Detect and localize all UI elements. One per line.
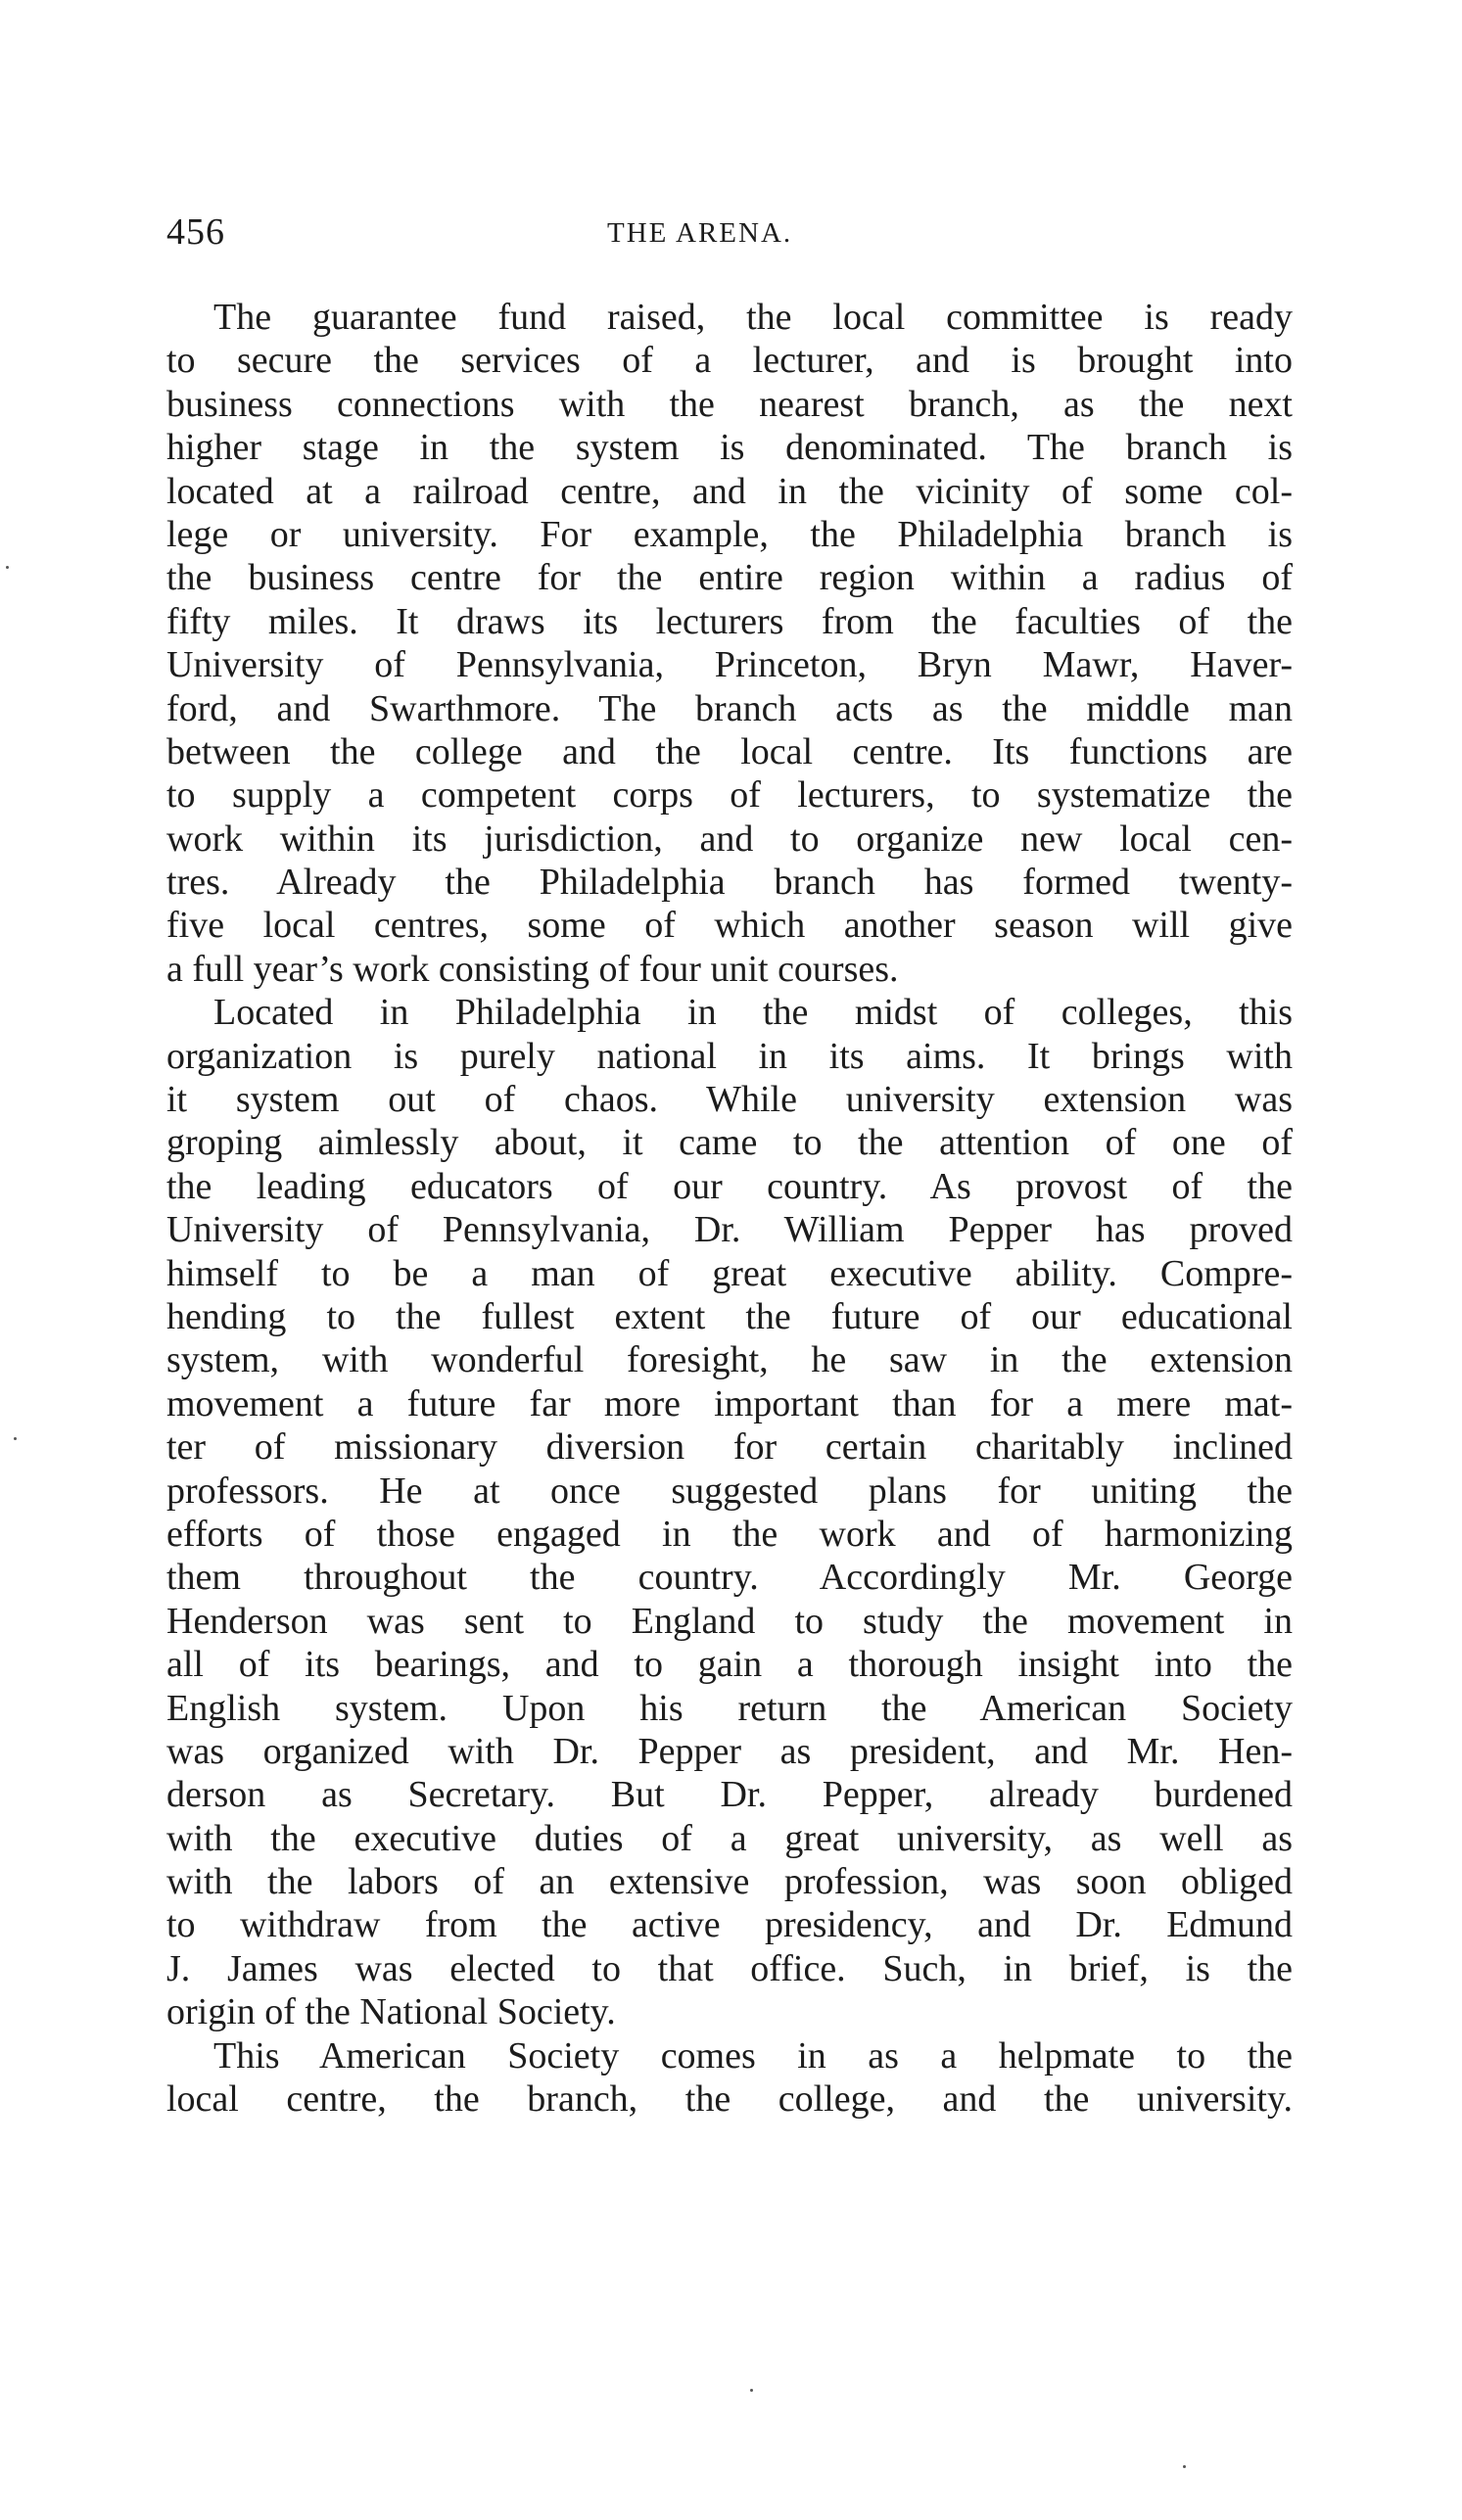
text-line: fifty miles. It draws its lecturers from the faculties of the: [166, 600, 1293, 642]
text-line: was organized with Dr. Pepper as president, and Mr. Hen-: [166, 1730, 1293, 1772]
text-line: University of Pennsylvania, Princeton, Bryn Mawr, Haver-: [166, 644, 1293, 686]
text-line: professors. He at once suggested plans for uniting the: [166, 1470, 1293, 1512]
text-line: English system. Upon his return the American Society: [166, 1687, 1293, 1729]
text-line: organization is purely national in its aims. It brings with: [166, 1035, 1293, 1077]
scan-speck: [6, 566, 9, 569]
text-line: movement a future far more important than for a mere mat-: [166, 1382, 1293, 1424]
text-line: it system out of chaos. While university extension was: [166, 1079, 1293, 1121]
text-line: ford, and Swarthmore. The branch acts as the middle man: [166, 687, 1293, 729]
running-head: [166, 208, 1293, 257]
text-line: system, with wonderful foresight, he saw in the extension: [166, 1339, 1293, 1381]
text-line: between the college and the local centre. Its functions are: [166, 730, 1293, 772]
text-line: local centre, the branch, the college, and the university.: [166, 2078, 1293, 2121]
paragraph-philadelphia-organization: [166, 991, 1293, 2033]
text-line: business connections with the nearest branch, as the next: [166, 383, 1293, 425]
text-line: J. James was elected to that office. Such, in brief, is the: [166, 1947, 1293, 1989]
text-line: himself to be a man of great executive ability. Compre-: [166, 1252, 1293, 1294]
text-line: them throughout the country. Accordingly Mr. George: [166, 1557, 1293, 1599]
body-text: [166, 296, 1293, 2121]
text-line: the leading educators of our country. As provost of the: [166, 1165, 1293, 1207]
text-line: origin of the National Society.: [166, 1991, 616, 2033]
text-line: Henderson was sent to England to study the movement in: [166, 1600, 1293, 1642]
running-title: THE ARENA.: [607, 217, 793, 249]
text-line: derson as Secretary. But Dr. Pepper, already burdened: [166, 1774, 1293, 1816]
text-line: a full year’s work consisting of four unit courses.: [166, 948, 899, 990]
text-line: University of Pennsylvania, Dr. William Pepper has proved: [166, 1209, 1293, 1251]
text-line: lege or university. For example, the Philadelphia branch is: [166, 513, 1293, 555]
text-line: tres. Already the Philadelphia branch has formed twenty-: [166, 862, 1293, 904]
text-line: located at a railroad centre, and in the vicinity of some col-: [166, 470, 1293, 512]
text-line: This American Society comes in as a helpmate to the: [213, 2034, 1293, 2077]
text-line: to withdraw from the active presidency, and Dr. Edmund: [166, 1904, 1293, 1946]
text-line: five local centres, some of which another season will give: [166, 905, 1293, 947]
text-line: Located in Philadelphia in the midst of colleges, this: [213, 992, 1293, 1034]
text-line: with the labors of an extensive profession, was soon obliged: [166, 1861, 1293, 1903]
text-line: groping aimlessly about, it came to the attention of one of: [166, 1122, 1293, 1164]
text-line: The guarantee fund raised, the local committee is ready: [213, 297, 1293, 338]
text-line: with the executive duties of a great university, as well as: [166, 1817, 1293, 1859]
text-line: work within its jurisdiction, and to organize new local cen-: [166, 817, 1293, 860]
paragraph-american-society: [166, 2034, 1293, 2122]
text-line: the business centre for the entire region within a radius of: [166, 557, 1293, 599]
text-line: to supply a competent corps of lecturers, to systematize the: [166, 774, 1293, 817]
page-number: 456: [166, 211, 225, 253]
scan-speck: [14, 1437, 17, 1440]
scan-speck: [1183, 2465, 1186, 2468]
text-line: all of its bearings, and to gain a thorough insight into the: [166, 1644, 1293, 1686]
text-line: efforts of those engaged in the work and of harmonizing: [166, 1513, 1293, 1555]
text-line: ter of missionary diversion for certain charitably inclined: [166, 1426, 1293, 1469]
paragraph-guarantee-fund: [166, 296, 1293, 991]
text-line: to secure the services of a lecturer, and is brought into: [166, 340, 1293, 382]
scan-speck: [750, 2389, 753, 2392]
text-line: higher stage in the system is denominated. The branch is: [166, 427, 1293, 469]
text-line: hending to the fullest extent the future of our educational: [166, 1295, 1293, 1337]
